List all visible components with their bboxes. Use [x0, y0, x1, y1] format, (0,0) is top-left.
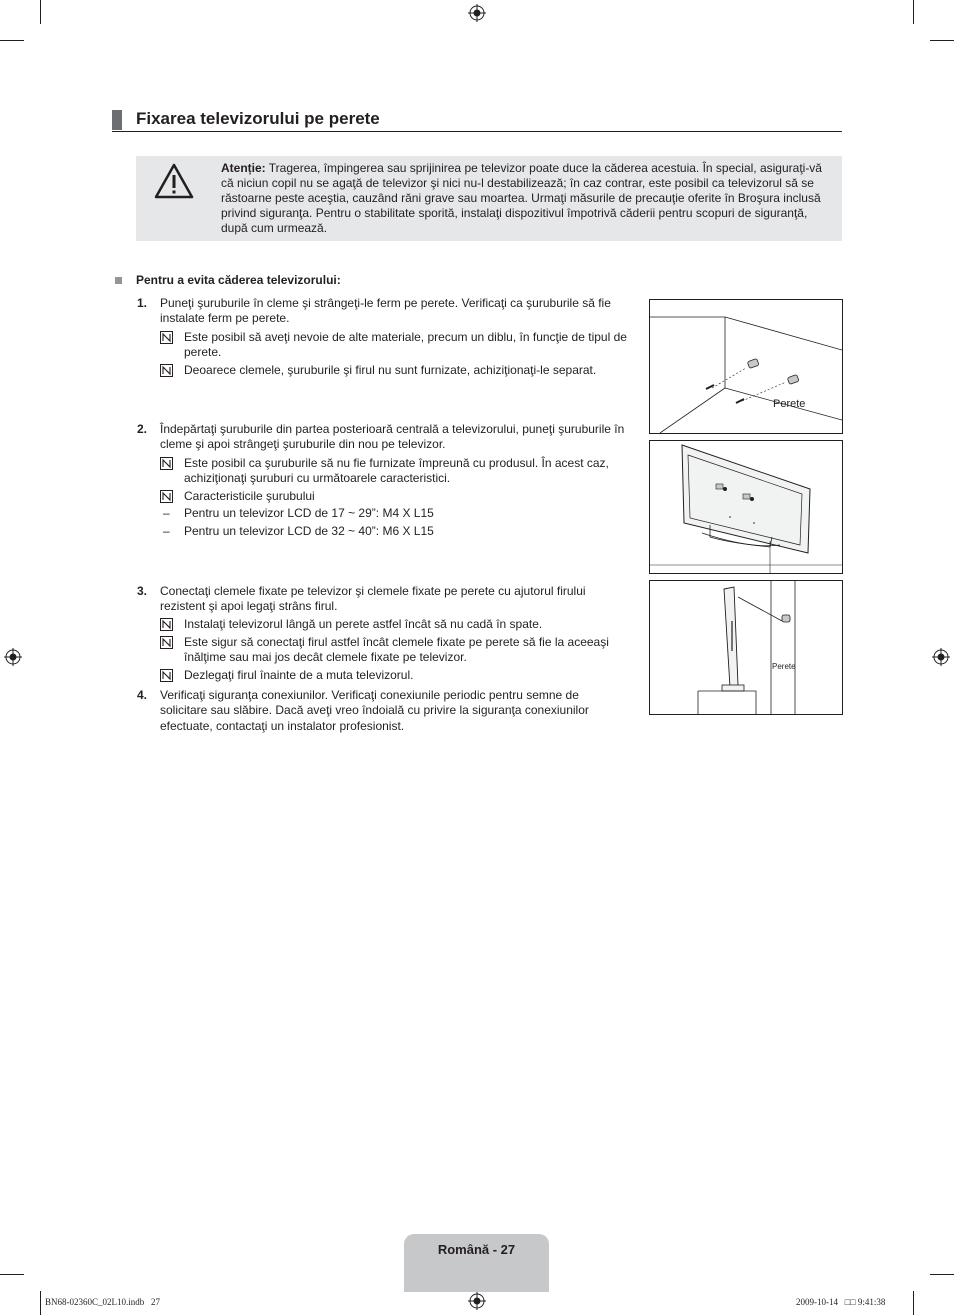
slug-right: 2009-10-14 □□ 9:41:38: [796, 1297, 886, 1307]
step-text: Conectaţi clemele fixate pe televizor şi clemele fixate pe perete cu ajutorul firului rezistent şi apoi legaţi strâns firul.: [160, 584, 586, 614]
crop-mark: [0, 40, 24, 41]
step-text: Verificaţi siguranţa conexiunilor. Verificaţi conexiunile periodic pentru semne de solicitare sau slăbire. Dacă aveţi vreo îndoială cu privire la siguranţa conexiunilor efectuate, contactaţi un instalator profesionist.: [160, 688, 589, 733]
dash-item: Pentru un televizor LCD de 17 ~ 29”: M4 X L15: [184, 506, 434, 520]
figure-tv-back: [649, 440, 843, 574]
registration-mark-icon: [4, 648, 22, 666]
bullet-square-icon: [115, 277, 122, 284]
note-text: Deoarece clemele, şuruburile şi firul nu sunt furnizate, achiziţionaţi-le separat.: [184, 363, 597, 377]
note-text: Este posibil să aveţi nevoie de alte materiale, precum un diblu, în funcţie de tipul de perete.: [184, 330, 627, 360]
note-icon: [160, 636, 173, 649]
dash-marker: –: [163, 524, 170, 538]
title-marker: [112, 110, 122, 130]
dash-marker: –: [163, 506, 170, 520]
page-number: Română - 27: [437, 1242, 516, 1257]
figure-label: Perete: [772, 662, 796, 671]
slug-left: BN68-02360C_02L10.indb 27: [45, 1297, 161, 1307]
caution-label: Atenție:: [221, 161, 266, 175]
crop-mark: [930, 1274, 954, 1275]
registration-mark-icon: [468, 1292, 486, 1310]
crop-mark: [0, 1274, 24, 1275]
registration-mark-icon: [468, 4, 486, 22]
crop-mark: [40, 1291, 41, 1315]
crop-mark: [930, 40, 954, 41]
crop-mark: [40, 0, 41, 24]
note-text: Caracteristicile şurubului: [184, 489, 315, 503]
tv-side-illustration: [650, 581, 842, 714]
note-text: Este sigur să conectaţi firul astfel încât clemele fixate pe perete să fie la aceeaşi înălţime sau mai jos decât clemele fixate pe televizor.: [184, 635, 609, 665]
step-number: 4.: [137, 688, 148, 702]
step-number: 2.: [137, 422, 148, 436]
note-icon: [160, 618, 173, 631]
caution-body: Tragerea, împingerea sau sprijinirea pe televizor poate duce la căderea acestuia. În special, asiguraţi-vă că niciun copil nu se agaţă de televizor şi nici nu-l destabilizează; în caz contrar, este posibil ca televizorul să se răstoarne peste aceştia, cauzând răni grave sau moartea. Urmaţi măsurile de precauţie oferite în Broşura inclusă privind siguranţa. Pentru o stabilitate sporită, instalaţi dispozitivul împotrivă căderii pentru scopuri de siguranţă, după cum urmează.: [221, 161, 822, 235]
crop-mark: [913, 0, 914, 24]
step-text: Puneţi şuruburile în cleme şi strângeţi-le ferm pe perete. Verificaţi ca şuruburile să fie instalate ferm pe perete.: [160, 296, 611, 326]
note-icon: [160, 490, 173, 503]
figure-tv-side: [649, 580, 843, 715]
crop-mark: [913, 1291, 914, 1315]
dash-item: Pentru un televizor LCD de 32 ~ 40”: M6 X L15: [184, 524, 434, 538]
figure-label: Perete: [773, 398, 806, 410]
section-heading: Pentru a evita căderea televizorului:: [136, 273, 341, 287]
registration-mark-icon: [932, 648, 950, 666]
note-icon: [160, 669, 173, 682]
step-text: Îndepărtaţi şuruburile din partea posterioară centrală a televizorului, puneţi şuruburile în cleme şi apoi strângeţi şuruburile din nou pe televizor.: [160, 422, 625, 452]
tv-back-illustration: [650, 441, 842, 573]
title-divider: [112, 131, 842, 132]
wall-clamp-illustration: [650, 300, 842, 433]
warning-triangle-icon: [154, 163, 194, 199]
note-text: Este posibil ca şuruburile să nu fie furnizate împreună cu produsul. În acest caz, achiziţionaţi şuruburi cu următoarele caracteristici.: [184, 456, 609, 486]
note-icon: [160, 331, 173, 344]
note-text: Instalaţi televizorul lângă un perete astfel încât să nu cadă în spate.: [184, 617, 543, 631]
page-title: Fixarea televizorului pe perete: [136, 109, 380, 128]
note-text: Dezlegaţi firul înainte de a muta televizorul.: [184, 668, 414, 682]
step-number: 1.: [137, 296, 148, 310]
caution-text: [221, 161, 836, 236]
note-icon: [160, 457, 173, 470]
figure-wall-clamps: [649, 299, 843, 434]
step-number: 3.: [137, 584, 148, 598]
note-icon: [160, 364, 173, 377]
